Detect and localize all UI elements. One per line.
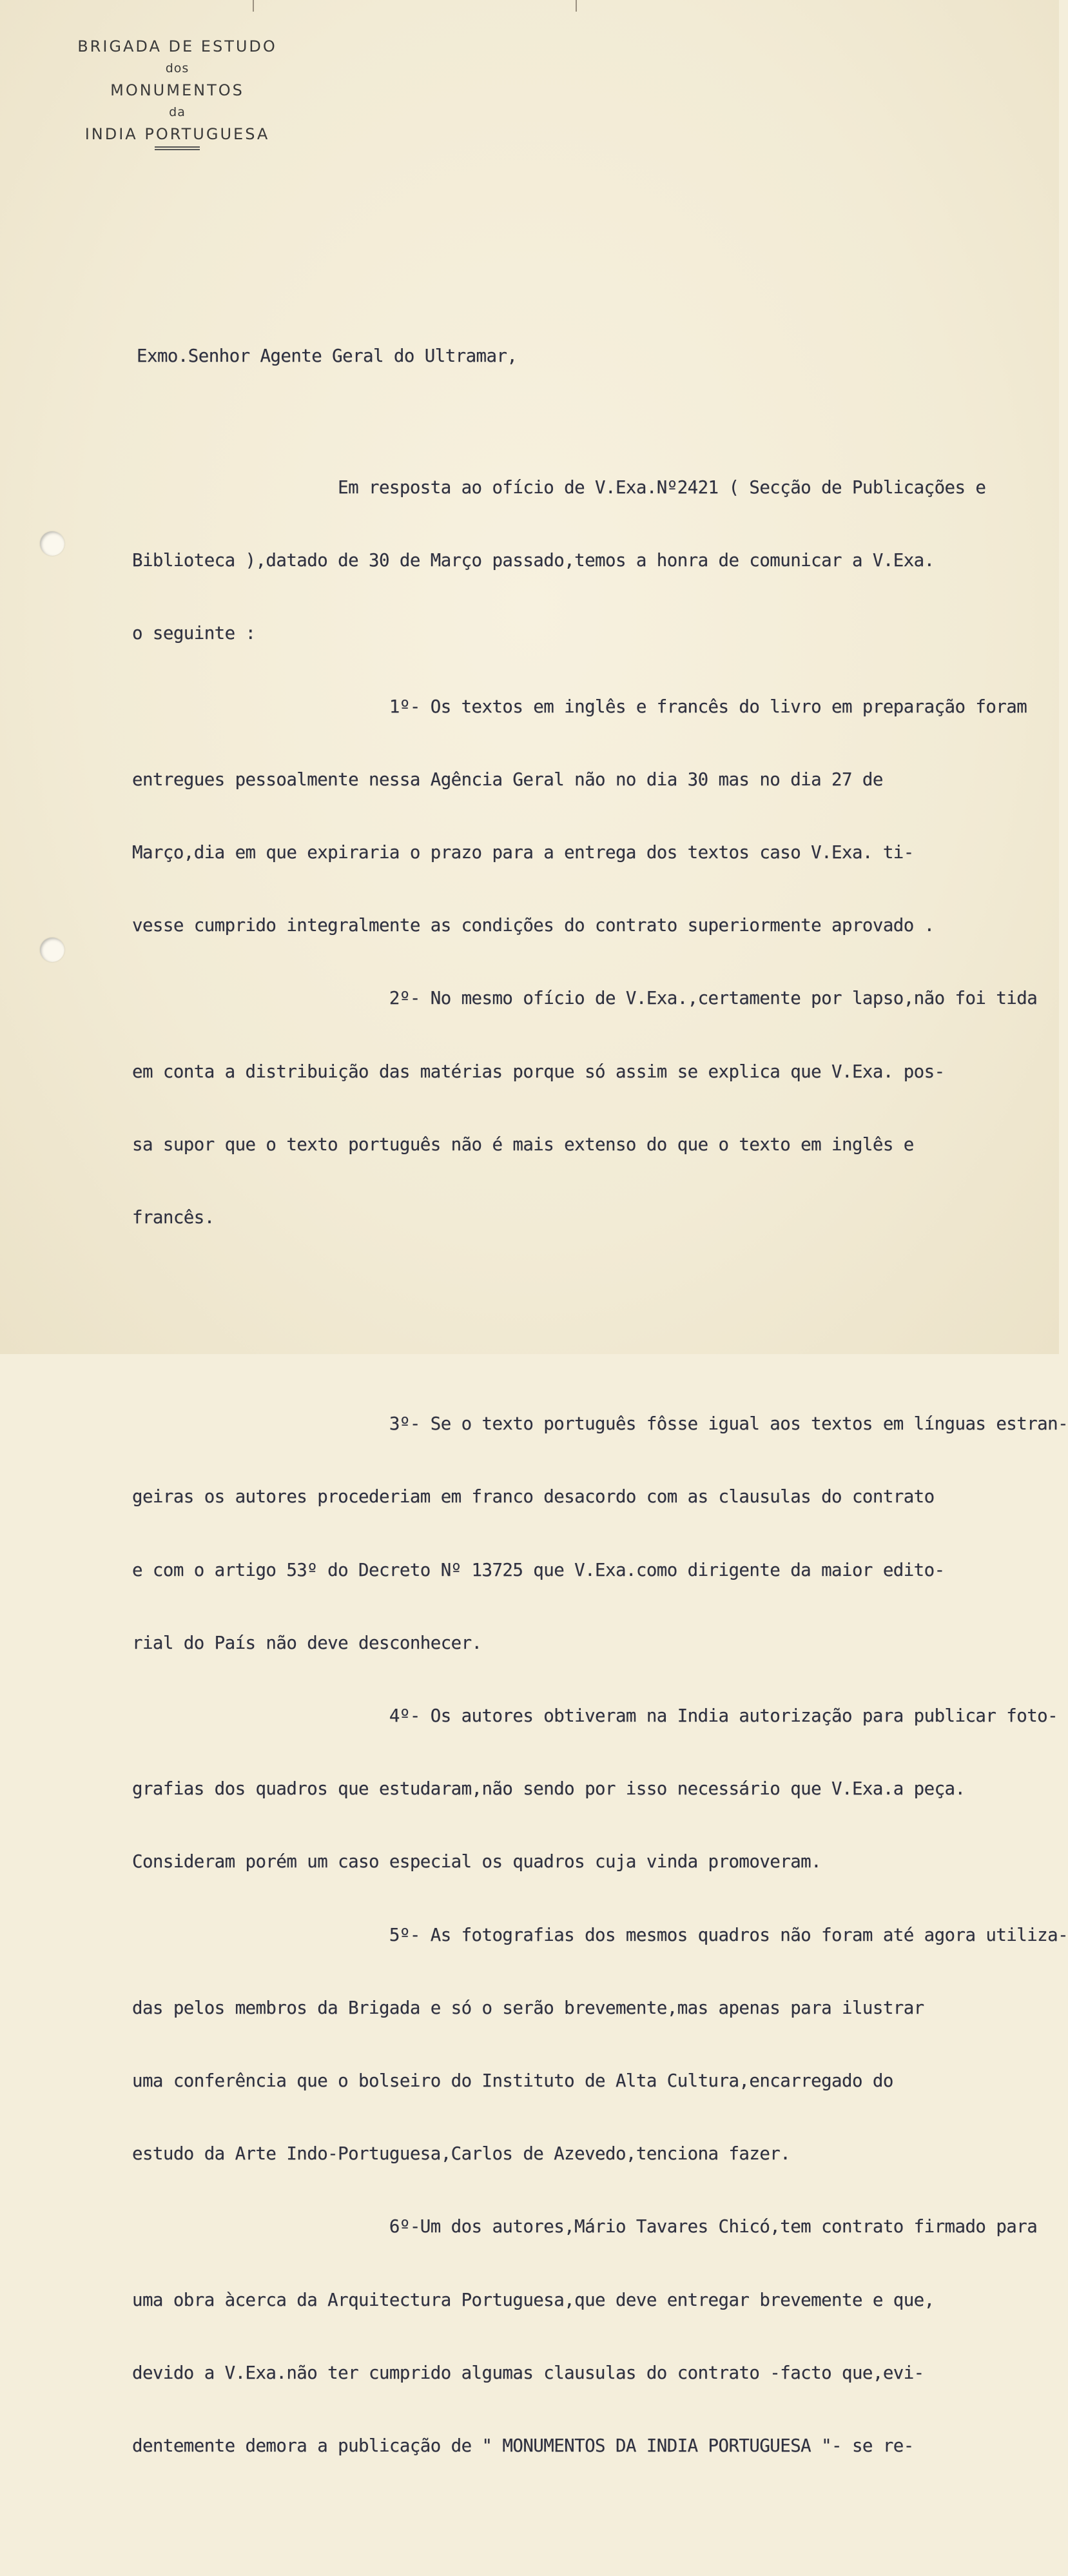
letterhead-line-3: MONUMENTOS bbox=[110, 81, 244, 99]
body-line: 3º- Se o texto português fôsse igual aos textos em línguas estran- bbox=[132, 1413, 1068, 1435]
punch-hole bbox=[40, 938, 64, 962]
body-line: 5º- As fotografias dos mesmos quadros não foram até agora utiliza- bbox=[132, 1924, 1068, 1945]
body-line: rial do País não deve desconhecer. bbox=[132, 1632, 482, 1653]
body-line: o seguinte : bbox=[132, 623, 256, 644]
body-line: uma obra àcerca da Arquitectura Portuguesa,que deve entregar brevemente e que, bbox=[132, 2289, 935, 2310]
body-line: e com o artigo 53º do Decreto Nº 13725 que V.Exa.como dirigente da maior edito- bbox=[132, 1559, 945, 1580]
body-line: dentemente demora a publicação de " MONUMENTOS DA INDIA PORTUGUESA "- se re- bbox=[132, 2435, 914, 2456]
body-line: das pelos membros da Brigada e só o serão brevemente,mas apenas para ilustrar bbox=[132, 1997, 924, 2018]
punch-hole bbox=[40, 531, 64, 556]
paper-mark bbox=[576, 0, 577, 12]
body-line: 6º-Um dos autores,Mário Tavares Chicó,tem contrato firmado para bbox=[132, 2216, 1038, 2237]
body-line: 4º- Os autores obtiveram na India autorização para publicar foto- bbox=[132, 1706, 1058, 1726]
letterhead-line-2: dos bbox=[165, 61, 189, 75]
letterhead-line-5: INDIA PORTUGUESA bbox=[84, 125, 270, 143]
body-line: estudo da Arte Indo-Portuguesa,Carlos de Azevedo,tenciona fazer. bbox=[132, 2143, 791, 2165]
body-line: 2º- No mesmo ofício de V.Exa.,certamente por lapso,não foi tida bbox=[132, 988, 1038, 1009]
body-line: em conta a distribuição das matérias porque só assim se explica que V.Exa. pos- bbox=[132, 1061, 945, 1082]
body-line: Março,dia em que expiraria o prazo para a entrega dos textos caso V.Exa. ti- bbox=[132, 841, 914, 863]
body-line: Em resposta ao ofício de V.Exa.Nº2421 ( Secção de Publicações e bbox=[132, 477, 986, 498]
letter-body bbox=[132, 431, 1068, 2576]
letterhead bbox=[61, 35, 293, 150]
letterhead-line-1: BRIGADA DE ESTUDO bbox=[77, 37, 277, 55]
body-line: devido a V.Exa.não ter cumprido algumas clausulas do contrato -facto que,evi- bbox=[132, 2362, 924, 2383]
body-line: entregues pessoalmente nessa Agência Geral não no dia 30 mas no dia 27 de bbox=[132, 769, 883, 790]
paper-mark bbox=[253, 0, 254, 12]
body-line: francês. bbox=[132, 1206, 215, 1228]
letterhead-line-4: da bbox=[169, 105, 186, 119]
body-line bbox=[132, 1275, 1009, 1306]
body-line: geiras os autores procederiam em franco desacordo com as clausulas do contrato bbox=[132, 1486, 935, 1508]
body-line: sa supor que o texto português não é mais extenso do que o texto em inglês e bbox=[132, 1134, 914, 1155]
body-line: Biblioteca ),datado de 30 de Março passado,temos a honra de comunicar a V.Exa. bbox=[132, 550, 935, 571]
paragraph-gap bbox=[132, 1348, 1009, 1367]
body-line: Consideram porém um caso especial os quadros cuja vinda promoveram. bbox=[132, 1851, 822, 1873]
body-line bbox=[132, 2503, 1009, 2535]
body-line: grafias dos quadros que estudaram,não sendo por isso necessário que V.Exa.a peça. bbox=[132, 1778, 966, 1800]
salutation: Exmo.Senhor Agente Geral do Ultramar, bbox=[137, 346, 518, 366]
body-line: uma conferência que o bolseiro do Instituto de Alta Cultura,encarregado do bbox=[132, 2070, 893, 2091]
letterhead-rule bbox=[155, 146, 200, 150]
body-line: vesse cumprido integralmente as condições do contrato superiormente aprovado . bbox=[132, 915, 935, 936]
body-line: 1º- Os textos em inglês e francês do livro em preparação foram bbox=[132, 696, 1027, 717]
